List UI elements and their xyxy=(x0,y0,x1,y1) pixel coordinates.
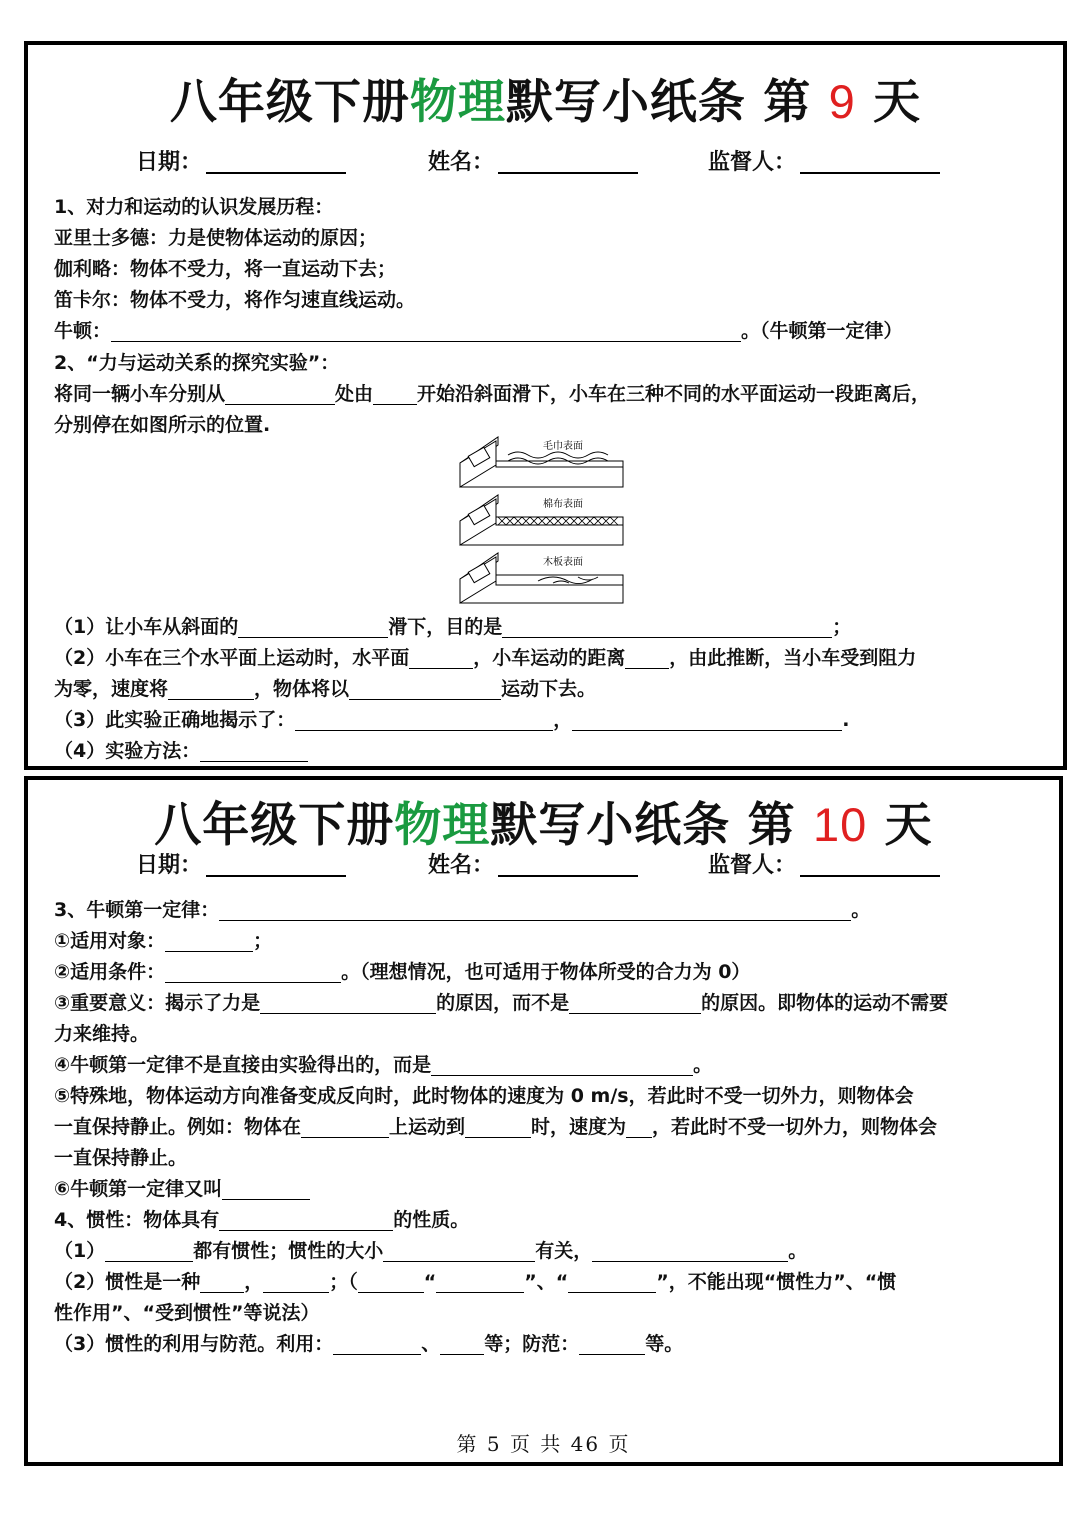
significance-blank-1[interactable] xyxy=(260,993,436,1014)
towel-label: 毛巾表面 xyxy=(543,441,583,452)
special-case-line: ⑤特殊地，物体运动方向准备变成反向时，此时物体的速度为 0 m/s，若此时不受一切外力，则物体会 xyxy=(54,1085,914,1107)
newton-law-line: 3、牛顿第一定律： 。 xyxy=(54,899,871,921)
q1-blank-1[interactable] xyxy=(238,617,388,638)
supervisor-field: 监督人： xyxy=(708,848,940,879)
alias-line: ⑥牛顿第一定律又叫 xyxy=(54,1176,310,1202)
name-field: 姓名： xyxy=(428,848,638,879)
history-heading: 1、对力和运动的认识发展历程： xyxy=(54,196,334,218)
name-blank[interactable] xyxy=(498,853,638,877)
height-blank[interactable] xyxy=(225,384,335,405)
q3-blank-1[interactable] xyxy=(295,710,553,731)
rest-blank[interactable] xyxy=(373,384,417,405)
towel-surface-figure xyxy=(460,437,623,487)
inertia-line: 4、惯性：物体具有 的性质。 xyxy=(54,1209,470,1231)
special-case-line-2: 一直保持静止。例如：物体在 上运动到 时，速度为 ，若此时不受一切外力，则物体会 xyxy=(54,1116,938,1138)
q2-blank-2[interactable] xyxy=(625,648,669,669)
galileo-line: 伽利略：物体不受力，将一直运动下去； xyxy=(54,258,397,280)
descartes-line: 笛卡尔：物体不受力，将作匀速直线运动。 xyxy=(54,289,416,311)
q2-blank-3[interactable] xyxy=(168,679,254,700)
derivation-line: ④牛顿第一定律不是直接由实验得出的，而是 。 xyxy=(54,1054,713,1076)
worksheet-day-10 xyxy=(24,776,1063,1466)
q2-blank-4[interactable] xyxy=(349,679,501,700)
inertia-q1-blank-2[interactable] xyxy=(383,1241,535,1262)
incline-experiment-figure xyxy=(458,435,633,610)
experiment-heading: 2、“力与运动关系的探究实验”： xyxy=(54,352,340,374)
inertia-q1: （1） 都有惯性；惯性的大小 有关， 。 xyxy=(54,1240,808,1262)
scope-condition-line: ②适用条件： 。（理想情况，也可适用于物体所受的合力为 0） xyxy=(54,961,751,983)
significance-line-2: 力来维持。 xyxy=(54,1023,150,1045)
significance-blank-2[interactable] xyxy=(569,993,701,1014)
scope-object-blank[interactable] xyxy=(165,931,253,952)
inertia-q2: （2）惯性是一种 ， ；（ “ ”、“ ”，不能出现“惯性力”、“惯 xyxy=(54,1271,897,1293)
supervisor-field: 监督人： xyxy=(708,145,940,176)
q4-blank[interactable] xyxy=(200,741,308,762)
newton-law-blank[interactable] xyxy=(219,900,851,921)
cotton-surface-figure xyxy=(460,495,623,545)
inertia-q2-blank-3[interactable] xyxy=(358,1272,424,1293)
supervisor-blank[interactable] xyxy=(800,853,940,877)
q1-blank-2[interactable] xyxy=(502,617,832,638)
inertia-q3-blank-2[interactable] xyxy=(440,1334,484,1355)
date-field: 日期： xyxy=(136,145,346,176)
inertia-q2-blank-2[interactable] xyxy=(263,1272,329,1293)
wood-surface-figure xyxy=(460,553,623,603)
derivation-blank[interactable] xyxy=(431,1055,693,1076)
name-field: 姓名： xyxy=(428,145,638,176)
special-blank-1[interactable] xyxy=(301,1117,389,1138)
page-title: 八年级下册物理默写小纸条 第 10 天 xyxy=(154,798,933,853)
inertia-q2-cont: 性作用”、“受到惯性”等说法） xyxy=(54,1302,320,1324)
question-2-cont: 为零，速度将 ，物体将以 运动下去。 xyxy=(54,678,597,700)
date-blank[interactable] xyxy=(206,853,346,877)
special-case-line-3: 一直保持静止。 xyxy=(54,1147,188,1169)
experiment-line: 将同一辆小车分别从 处由 开始沿斜面滑下，小车在三种不同的水平面运动一段距离后， xyxy=(54,383,931,405)
inertia-q2-blank-1[interactable] xyxy=(200,1272,244,1293)
page-title: 八年级下册物理默写小纸条 第 9 天 xyxy=(169,75,922,130)
aristotle-line: 亚里士多德：力是使物体运动的原因； xyxy=(54,227,378,249)
alias-blank[interactable] xyxy=(222,1179,310,1200)
worksheet-day-9 xyxy=(24,41,1067,770)
inertia-q2-blank-4[interactable] xyxy=(436,1272,524,1293)
special-blank-3[interactable] xyxy=(626,1117,652,1138)
q3-blank-2[interactable] xyxy=(572,710,842,731)
q2-blank-1[interactable] xyxy=(409,648,473,669)
scope-object-line: ①适用对象： ； xyxy=(54,930,273,952)
special-blank-2[interactable] xyxy=(465,1117,531,1138)
question-1: （1）让小车从斜面的 滑下，目的是 ； xyxy=(54,616,852,638)
question-4: （4）实验方法： xyxy=(54,738,308,764)
significance-line: ③重要意义：揭示了力是 的原因，而不是 的原因。即物体的运动不需要 xyxy=(54,992,949,1014)
page-footer: 第 5 页 共 46 页 xyxy=(456,1432,631,1456)
scope-condition-blank[interactable] xyxy=(165,962,341,983)
inertia-q1-blank-1[interactable] xyxy=(105,1241,193,1262)
date-field: 日期： xyxy=(136,848,346,879)
question-2: （2）小车在三个水平面上运动时，水平面 ，小车运动的距离 ，由此推断，当小车受到阻力 xyxy=(54,647,917,669)
wood-label: 木板表面 xyxy=(543,557,583,568)
date-blank[interactable] xyxy=(206,150,346,174)
inertia-q2-blank-5[interactable] xyxy=(568,1272,656,1293)
inertia-q3-blank-1[interactable] xyxy=(333,1334,421,1355)
inertia-blank[interactable] xyxy=(219,1210,393,1231)
inertia-q1-blank-3[interactable] xyxy=(592,1241,788,1262)
inertia-q3-blank-3[interactable] xyxy=(579,1334,645,1355)
experiment-line-2: 分别停在如图所示的位置. xyxy=(54,414,271,436)
name-blank[interactable] xyxy=(498,150,638,174)
supervisor-blank[interactable] xyxy=(800,150,940,174)
newton-line: 牛顿： 。（牛顿第一定律） xyxy=(54,320,903,342)
inertia-q3: （3）惯性的利用与防范。利用： 、 等；防范： 等。 xyxy=(54,1333,684,1355)
newton-blank[interactable] xyxy=(111,321,741,342)
question-3: （3）此实验正确地揭示了： ， . xyxy=(54,709,850,731)
cotton-label: 棉布表面 xyxy=(543,499,583,510)
